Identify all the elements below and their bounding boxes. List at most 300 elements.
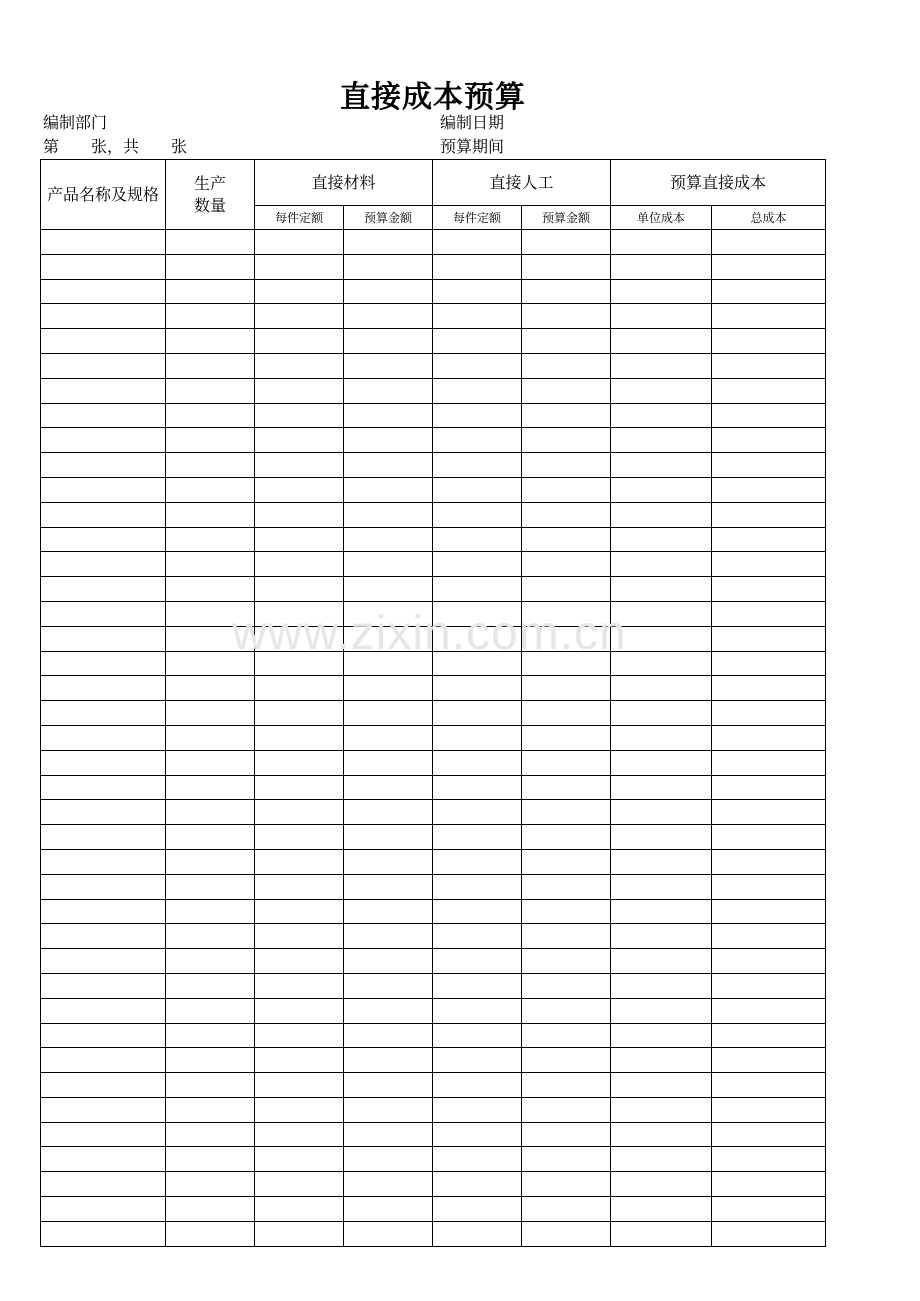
cell-material-amount[interactable] [344, 651, 433, 676]
cell-labor-amount[interactable] [522, 1023, 611, 1048]
cell-material-amount[interactable] [344, 577, 433, 602]
cell-labor-amount[interactable] [522, 304, 611, 329]
cell-total-cost[interactable] [712, 527, 826, 552]
cell-product-name[interactable] [41, 502, 166, 527]
cell-labor-quota[interactable] [433, 924, 522, 949]
cell-quantity[interactable] [166, 725, 255, 750]
cell-labor-amount[interactable] [522, 279, 611, 304]
cell-labor-amount[interactable] [522, 428, 611, 453]
cell-unit-cost[interactable] [611, 403, 712, 428]
cell-product-name[interactable] [41, 1097, 166, 1122]
cell-material-quota[interactable] [255, 725, 344, 750]
cell-material-quota[interactable] [255, 378, 344, 403]
cell-labor-amount[interactable] [522, 601, 611, 626]
cell-labor-quota[interactable] [433, 1122, 522, 1147]
cell-unit-cost[interactable] [611, 453, 712, 478]
cell-labor-quota[interactable] [433, 601, 522, 626]
cell-material-quota[interactable] [255, 949, 344, 974]
cell-product-name[interactable] [41, 577, 166, 602]
cell-labor-amount[interactable] [522, 1221, 611, 1246]
cell-quantity[interactable] [166, 1122, 255, 1147]
cell-labor-quota[interactable] [433, 800, 522, 825]
cell-product-name[interactable] [41, 552, 166, 577]
cell-material-amount[interactable] [344, 403, 433, 428]
cell-product-name[interactable] [41, 1073, 166, 1098]
cell-unit-cost[interactable] [611, 725, 712, 750]
cell-product-name[interactable] [41, 601, 166, 626]
cell-quantity[interactable] [166, 1221, 255, 1246]
cell-labor-amount[interactable] [522, 973, 611, 998]
cell-product-name[interactable] [41, 701, 166, 726]
cell-unit-cost[interactable] [611, 750, 712, 775]
cell-material-amount[interactable] [344, 1048, 433, 1073]
cell-product-name[interactable] [41, 949, 166, 974]
cell-material-amount[interactable] [344, 825, 433, 850]
cell-product-name[interactable] [41, 775, 166, 800]
cell-product-name[interactable] [41, 1197, 166, 1222]
cell-labor-amount[interactable] [522, 1097, 611, 1122]
cell-labor-quota[interactable] [433, 279, 522, 304]
cell-quantity[interactable] [166, 676, 255, 701]
cell-total-cost[interactable] [712, 1048, 826, 1073]
cell-total-cost[interactable] [712, 502, 826, 527]
cell-labor-amount[interactable] [522, 899, 611, 924]
cell-labor-quota[interactable] [433, 701, 522, 726]
cell-unit-cost[interactable] [611, 1097, 712, 1122]
cell-labor-amount[interactable] [522, 1172, 611, 1197]
cell-labor-amount[interactable] [522, 477, 611, 502]
cell-material-quota[interactable] [255, 329, 344, 354]
cell-material-amount[interactable] [344, 1172, 433, 1197]
cell-quantity[interactable] [166, 453, 255, 478]
cell-product-name[interactable] [41, 428, 166, 453]
cell-total-cost[interactable] [712, 329, 826, 354]
cell-material-amount[interactable] [344, 949, 433, 974]
cell-labor-quota[interactable] [433, 725, 522, 750]
cell-labor-amount[interactable] [522, 701, 611, 726]
cell-material-amount[interactable] [344, 676, 433, 701]
cell-quantity[interactable] [166, 502, 255, 527]
cell-unit-cost[interactable] [611, 428, 712, 453]
cell-labor-amount[interactable] [522, 949, 611, 974]
cell-total-cost[interactable] [712, 676, 826, 701]
cell-material-quota[interactable] [255, 1122, 344, 1147]
cell-material-quota[interactable] [255, 1221, 344, 1246]
cell-product-name[interactable] [41, 329, 166, 354]
cell-material-quota[interactable] [255, 626, 344, 651]
cell-product-name[interactable] [41, 874, 166, 899]
cell-material-quota[interactable] [255, 899, 344, 924]
cell-unit-cost[interactable] [611, 651, 712, 676]
cell-material-quota[interactable] [255, 577, 344, 602]
cell-quantity[interactable] [166, 279, 255, 304]
cell-product-name[interactable] [41, 527, 166, 552]
cell-material-quota[interactable] [255, 1197, 344, 1222]
cell-total-cost[interactable] [712, 651, 826, 676]
cell-unit-cost[interactable] [611, 800, 712, 825]
cell-quantity[interactable] [166, 973, 255, 998]
cell-material-amount[interactable] [344, 428, 433, 453]
cell-total-cost[interactable] [712, 477, 826, 502]
cell-labor-amount[interactable] [522, 775, 611, 800]
cell-product-name[interactable] [41, 477, 166, 502]
cell-unit-cost[interactable] [611, 1147, 712, 1172]
cell-quantity[interactable] [166, 601, 255, 626]
cell-product-name[interactable] [41, 825, 166, 850]
cell-product-name[interactable] [41, 378, 166, 403]
cell-labor-amount[interactable] [522, 725, 611, 750]
cell-labor-amount[interactable] [522, 353, 611, 378]
cell-total-cost[interactable] [712, 230, 826, 255]
cell-quantity[interactable] [166, 1197, 255, 1222]
cell-total-cost[interactable] [712, 825, 826, 850]
cell-total-cost[interactable] [712, 626, 826, 651]
cell-labor-quota[interactable] [433, 304, 522, 329]
cell-material-amount[interactable] [344, 849, 433, 874]
cell-material-quota[interactable] [255, 775, 344, 800]
cell-material-amount[interactable] [344, 1147, 433, 1172]
cell-total-cost[interactable] [712, 453, 826, 478]
cell-product-name[interactable] [41, 1023, 166, 1048]
cell-labor-quota[interactable] [433, 1172, 522, 1197]
cell-material-amount[interactable] [344, 378, 433, 403]
cell-labor-amount[interactable] [522, 1073, 611, 1098]
cell-product-name[interactable] [41, 279, 166, 304]
cell-unit-cost[interactable] [611, 304, 712, 329]
cell-labor-quota[interactable] [433, 1023, 522, 1048]
cell-material-quota[interactable] [255, 403, 344, 428]
cell-material-amount[interactable] [344, 924, 433, 949]
cell-labor-amount[interactable] [522, 1197, 611, 1222]
cell-unit-cost[interactable] [611, 849, 712, 874]
cell-material-amount[interactable] [344, 304, 433, 329]
cell-labor-amount[interactable] [522, 924, 611, 949]
cell-labor-amount[interactable] [522, 998, 611, 1023]
cell-quantity[interactable] [166, 924, 255, 949]
cell-labor-amount[interactable] [522, 378, 611, 403]
cell-labor-quota[interactable] [433, 775, 522, 800]
cell-labor-quota[interactable] [433, 676, 522, 701]
cell-quantity[interactable] [166, 353, 255, 378]
cell-unit-cost[interactable] [611, 254, 712, 279]
cell-material-quota[interactable] [255, 477, 344, 502]
cell-unit-cost[interactable] [611, 998, 712, 1023]
cell-material-quota[interactable] [255, 1172, 344, 1197]
cell-material-quota[interactable] [255, 453, 344, 478]
cell-product-name[interactable] [41, 1172, 166, 1197]
cell-material-amount[interactable] [344, 230, 433, 255]
cell-material-quota[interactable] [255, 651, 344, 676]
cell-labor-amount[interactable] [522, 552, 611, 577]
cell-total-cost[interactable] [712, 1097, 826, 1122]
cell-quantity[interactable] [166, 775, 255, 800]
cell-labor-quota[interactable] [433, 527, 522, 552]
cell-material-quota[interactable] [255, 527, 344, 552]
cell-total-cost[interactable] [712, 1147, 826, 1172]
cell-material-quota[interactable] [255, 750, 344, 775]
cell-labor-quota[interactable] [433, 1073, 522, 1098]
cell-material-amount[interactable] [344, 899, 433, 924]
cell-total-cost[interactable] [712, 973, 826, 998]
cell-material-amount[interactable] [344, 1197, 433, 1222]
cell-material-amount[interactable] [344, 626, 433, 651]
cell-quantity[interactable] [166, 1172, 255, 1197]
cell-unit-cost[interactable] [611, 279, 712, 304]
cell-total-cost[interactable] [712, 601, 826, 626]
cell-unit-cost[interactable] [611, 1197, 712, 1222]
cell-total-cost[interactable] [712, 998, 826, 1023]
cell-unit-cost[interactable] [611, 874, 712, 899]
cell-labor-amount[interactable] [522, 453, 611, 478]
cell-unit-cost[interactable] [611, 626, 712, 651]
cell-product-name[interactable] [41, 453, 166, 478]
cell-quantity[interactable] [166, 651, 255, 676]
cell-quantity[interactable] [166, 230, 255, 255]
cell-material-quota[interactable] [255, 428, 344, 453]
cell-labor-quota[interactable] [433, 453, 522, 478]
cell-material-amount[interactable] [344, 353, 433, 378]
cell-total-cost[interactable] [712, 701, 826, 726]
cell-material-amount[interactable] [344, 254, 433, 279]
cell-labor-quota[interactable] [433, 378, 522, 403]
cell-quantity[interactable] [166, 403, 255, 428]
cell-total-cost[interactable] [712, 378, 826, 403]
cell-unit-cost[interactable] [611, 552, 712, 577]
cell-material-quota[interactable] [255, 279, 344, 304]
cell-material-amount[interactable] [344, 453, 433, 478]
cell-total-cost[interactable] [712, 924, 826, 949]
cell-unit-cost[interactable] [611, 477, 712, 502]
cell-total-cost[interactable] [712, 1221, 826, 1246]
cell-labor-quota[interactable] [433, 973, 522, 998]
cell-quantity[interactable] [166, 1023, 255, 1048]
cell-labor-quota[interactable] [433, 825, 522, 850]
cell-material-quota[interactable] [255, 924, 344, 949]
cell-labor-amount[interactable] [522, 254, 611, 279]
cell-total-cost[interactable] [712, 403, 826, 428]
cell-product-name[interactable] [41, 800, 166, 825]
cell-material-amount[interactable] [344, 552, 433, 577]
cell-material-quota[interactable] [255, 874, 344, 899]
cell-product-name[interactable] [41, 924, 166, 949]
cell-labor-amount[interactable] [522, 502, 611, 527]
cell-quantity[interactable] [166, 874, 255, 899]
cell-labor-quota[interactable] [433, 477, 522, 502]
cell-material-amount[interactable] [344, 1122, 433, 1147]
cell-total-cost[interactable] [712, 1073, 826, 1098]
cell-material-quota[interactable] [255, 1023, 344, 1048]
cell-material-amount[interactable] [344, 973, 433, 998]
cell-total-cost[interactable] [712, 750, 826, 775]
cell-product-name[interactable] [41, 750, 166, 775]
cell-unit-cost[interactable] [611, 701, 712, 726]
cell-quantity[interactable] [166, 949, 255, 974]
cell-material-amount[interactable] [344, 800, 433, 825]
cell-material-quota[interactable] [255, 973, 344, 998]
cell-quantity[interactable] [166, 304, 255, 329]
cell-product-name[interactable] [41, 651, 166, 676]
cell-labor-amount[interactable] [522, 626, 611, 651]
cell-product-name[interactable] [41, 1221, 166, 1246]
cell-material-quota[interactable] [255, 676, 344, 701]
cell-quantity[interactable] [166, 800, 255, 825]
cell-unit-cost[interactable] [611, 1122, 712, 1147]
cell-labor-quota[interactable] [433, 1147, 522, 1172]
cell-product-name[interactable] [41, 1147, 166, 1172]
cell-material-amount[interactable] [344, 1221, 433, 1246]
cell-product-name[interactable] [41, 1048, 166, 1073]
cell-material-amount[interactable] [344, 279, 433, 304]
cell-unit-cost[interactable] [611, 378, 712, 403]
cell-material-amount[interactable] [344, 477, 433, 502]
cell-unit-cost[interactable] [611, 1221, 712, 1246]
cell-total-cost[interactable] [712, 428, 826, 453]
cell-quantity[interactable] [166, 626, 255, 651]
cell-labor-quota[interactable] [433, 577, 522, 602]
cell-quantity[interactable] [166, 849, 255, 874]
cell-unit-cost[interactable] [611, 353, 712, 378]
cell-unit-cost[interactable] [611, 775, 712, 800]
cell-quantity[interactable] [166, 1073, 255, 1098]
cell-labor-quota[interactable] [433, 230, 522, 255]
cell-product-name[interactable] [41, 254, 166, 279]
cell-unit-cost[interactable] [611, 924, 712, 949]
cell-labor-quota[interactable] [433, 899, 522, 924]
cell-product-name[interactable] [41, 973, 166, 998]
cell-material-quota[interactable] [255, 1147, 344, 1172]
cell-labor-quota[interactable] [433, 849, 522, 874]
cell-labor-amount[interactable] [522, 1048, 611, 1073]
cell-material-amount[interactable] [344, 329, 433, 354]
cell-product-name[interactable] [41, 230, 166, 255]
cell-total-cost[interactable] [712, 899, 826, 924]
cell-labor-quota[interactable] [433, 874, 522, 899]
cell-product-name[interactable] [41, 725, 166, 750]
cell-total-cost[interactable] [712, 1197, 826, 1222]
cell-quantity[interactable] [166, 428, 255, 453]
cell-total-cost[interactable] [712, 949, 826, 974]
cell-material-amount[interactable] [344, 725, 433, 750]
cell-unit-cost[interactable] [611, 1073, 712, 1098]
cell-material-amount[interactable] [344, 1097, 433, 1122]
cell-labor-amount[interactable] [522, 527, 611, 552]
cell-material-quota[interactable] [255, 701, 344, 726]
cell-product-name[interactable] [41, 353, 166, 378]
cell-quantity[interactable] [166, 254, 255, 279]
cell-material-quota[interactable] [255, 601, 344, 626]
cell-unit-cost[interactable] [611, 899, 712, 924]
cell-total-cost[interactable] [712, 254, 826, 279]
cell-labor-quota[interactable] [433, 750, 522, 775]
cell-quantity[interactable] [166, 1147, 255, 1172]
cell-quantity[interactable] [166, 750, 255, 775]
cell-total-cost[interactable] [712, 1172, 826, 1197]
cell-material-quota[interactable] [255, 849, 344, 874]
cell-unit-cost[interactable] [611, 527, 712, 552]
cell-labor-quota[interactable] [433, 1048, 522, 1073]
cell-labor-quota[interactable] [433, 552, 522, 577]
cell-material-amount[interactable] [344, 998, 433, 1023]
cell-product-name[interactable] [41, 899, 166, 924]
cell-unit-cost[interactable] [611, 1023, 712, 1048]
cell-total-cost[interactable] [712, 304, 826, 329]
cell-material-quota[interactable] [255, 552, 344, 577]
cell-labor-amount[interactable] [522, 651, 611, 676]
cell-total-cost[interactable] [712, 279, 826, 304]
cell-labor-amount[interactable] [522, 230, 611, 255]
cell-quantity[interactable] [166, 577, 255, 602]
cell-unit-cost[interactable] [611, 502, 712, 527]
cell-labor-amount[interactable] [522, 874, 611, 899]
cell-material-amount[interactable] [344, 874, 433, 899]
cell-labor-amount[interactable] [522, 825, 611, 850]
cell-labor-quota[interactable] [433, 1197, 522, 1222]
cell-product-name[interactable] [41, 626, 166, 651]
cell-material-quota[interactable] [255, 353, 344, 378]
cell-material-quota[interactable] [255, 304, 344, 329]
cell-material-quota[interactable] [255, 1097, 344, 1122]
cell-total-cost[interactable] [712, 353, 826, 378]
cell-quantity[interactable] [166, 552, 255, 577]
cell-total-cost[interactable] [712, 725, 826, 750]
cell-labor-quota[interactable] [433, 1097, 522, 1122]
cell-labor-amount[interactable] [522, 1147, 611, 1172]
cell-product-name[interactable] [41, 304, 166, 329]
cell-material-quota[interactable] [255, 254, 344, 279]
cell-material-amount[interactable] [344, 701, 433, 726]
cell-total-cost[interactable] [712, 577, 826, 602]
cell-material-quota[interactable] [255, 230, 344, 255]
cell-quantity[interactable] [166, 477, 255, 502]
cell-product-name[interactable] [41, 1122, 166, 1147]
cell-material-amount[interactable] [344, 775, 433, 800]
cell-labor-amount[interactable] [522, 403, 611, 428]
cell-quantity[interactable] [166, 378, 255, 403]
cell-unit-cost[interactable] [611, 1172, 712, 1197]
cell-labor-amount[interactable] [522, 676, 611, 701]
cell-total-cost[interactable] [712, 1122, 826, 1147]
cell-labor-quota[interactable] [433, 502, 522, 527]
cell-material-quota[interactable] [255, 1048, 344, 1073]
cell-material-quota[interactable] [255, 1073, 344, 1098]
cell-material-amount[interactable] [344, 750, 433, 775]
cell-product-name[interactable] [41, 998, 166, 1023]
cell-quantity[interactable] [166, 1097, 255, 1122]
cell-quantity[interactable] [166, 329, 255, 354]
cell-labor-quota[interactable] [433, 403, 522, 428]
cell-labor-quota[interactable] [433, 329, 522, 354]
cell-material-amount[interactable] [344, 527, 433, 552]
cell-product-name[interactable] [41, 849, 166, 874]
cell-unit-cost[interactable] [611, 949, 712, 974]
cell-labor-quota[interactable] [433, 1221, 522, 1246]
cell-total-cost[interactable] [712, 849, 826, 874]
cell-labor-quota[interactable] [433, 949, 522, 974]
cell-unit-cost[interactable] [611, 1048, 712, 1073]
cell-unit-cost[interactable] [611, 825, 712, 850]
cell-material-quota[interactable] [255, 825, 344, 850]
cell-material-amount[interactable] [344, 502, 433, 527]
cell-unit-cost[interactable] [611, 329, 712, 354]
cell-quantity[interactable] [166, 998, 255, 1023]
cell-quantity[interactable] [166, 1048, 255, 1073]
cell-material-quota[interactable] [255, 998, 344, 1023]
cell-material-amount[interactable] [344, 1023, 433, 1048]
cell-material-amount[interactable] [344, 1073, 433, 1098]
cell-total-cost[interactable] [712, 800, 826, 825]
cell-product-name[interactable] [41, 403, 166, 428]
cell-labor-amount[interactable] [522, 750, 611, 775]
